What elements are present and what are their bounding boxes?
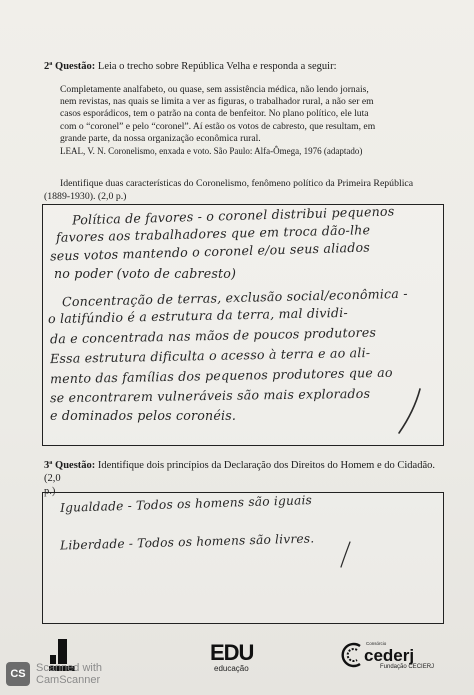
edu-logo-icon: EDU xyxy=(210,640,254,665)
pen-mark-icon xyxy=(396,386,426,436)
cederj-logo-icon xyxy=(340,640,366,670)
answer-2-line: o latifúndio é a estrutura da terra, mal dividi- xyxy=(47,304,348,327)
question-2-prompt: Leia o trecho sobre República Velha e responda a seguir: xyxy=(97,61,337,72)
edu-logo-subtitle: educação xyxy=(214,664,249,673)
question-3-number: 3ª Questão: xyxy=(44,460,96,471)
answer-2-line: da e concentrada nas mãos de poucos produtores xyxy=(49,324,377,347)
answer-2-line: seus votos mantendo o coronel e/ou seus aliados xyxy=(49,239,371,264)
question-2-number: 2ª Questão: xyxy=(44,61,96,72)
answer-2-line: no poder (voto de cabresto) xyxy=(54,266,237,281)
cederj-foundation-label: Fundação CECIERJ xyxy=(380,664,435,670)
pen-mark-icon xyxy=(338,540,354,570)
quote-source: LEAL, V. N. Coronelismo, enxada e voto. São Paulo: Alfa-Ômega, 1976 (adaptado) xyxy=(60,146,363,156)
camscanner-watermark xyxy=(36,662,102,686)
camscanner-logo-icon: CS xyxy=(6,662,30,686)
quote-line: com o “coronel” e pelo “coronel”. Aí estão os votos de cabresto, que resultam, em xyxy=(60,120,376,132)
cederj-consortium-label: Consórcio xyxy=(366,641,387,646)
answer-2-line: Essa estrutura dificulta o acesso à terra e ao ali- xyxy=(49,344,371,367)
answer-2-line: Concentração de terras, exclusão social/econômica - xyxy=(61,285,408,310)
camscanner-line-2: CamScanner xyxy=(36,674,101,686)
quote-line: grande parte, da nossa organização econômica rural. xyxy=(60,132,261,144)
question-3-prompt-line-2: p.) xyxy=(44,486,56,497)
answer-2-line: se encontrarem vulneráveis são mais explorados xyxy=(49,385,371,406)
answer-3-line: Igualdade - Todos os homens são iguais xyxy=(59,493,313,515)
question-2-instruction xyxy=(44,178,444,203)
answer-2-line: mento das famílias dos pequenos produtores que ao xyxy=(49,364,393,387)
quote-block xyxy=(60,84,442,145)
quote-line: nem revistas, nas quais se limita a ver as figuras, o trabalhador rural, a não ser em xyxy=(60,96,374,108)
camscanner-line-1: Scanned with xyxy=(36,662,103,674)
cederj-logo-text: cederj xyxy=(364,646,415,665)
quote-line: Completamente analfabeto, ou quase, sem assistência médica, não lendo jornais, xyxy=(60,84,369,95)
answer-2-line: Política de favores - o coronel distribui pequenos xyxy=(71,203,395,228)
instruction-line-1: Identifique duas características do Coronelismo, fenômeno político da Primeira República xyxy=(60,178,414,189)
answer-3-line: Liberdade - Todos os homens são livres. xyxy=(59,531,315,553)
question-2-header xyxy=(44,60,337,73)
instruction-line-2: (1889-1930). (2,0 p.) xyxy=(44,190,127,202)
question-3-prompt: Identifique dois princípios da Declaração dos Direitos do Homem e do Cidadão. (2,0 xyxy=(44,460,435,484)
answer-2-line: favores aos trabalhadores que em troca dão-lhe xyxy=(55,222,371,245)
answer-2-line: e dominados pelos coronéis. xyxy=(50,408,237,423)
quote-line: casos esporádicos, tem o patrão na conta de benfeitor. No plano político, ele luta xyxy=(60,108,369,120)
